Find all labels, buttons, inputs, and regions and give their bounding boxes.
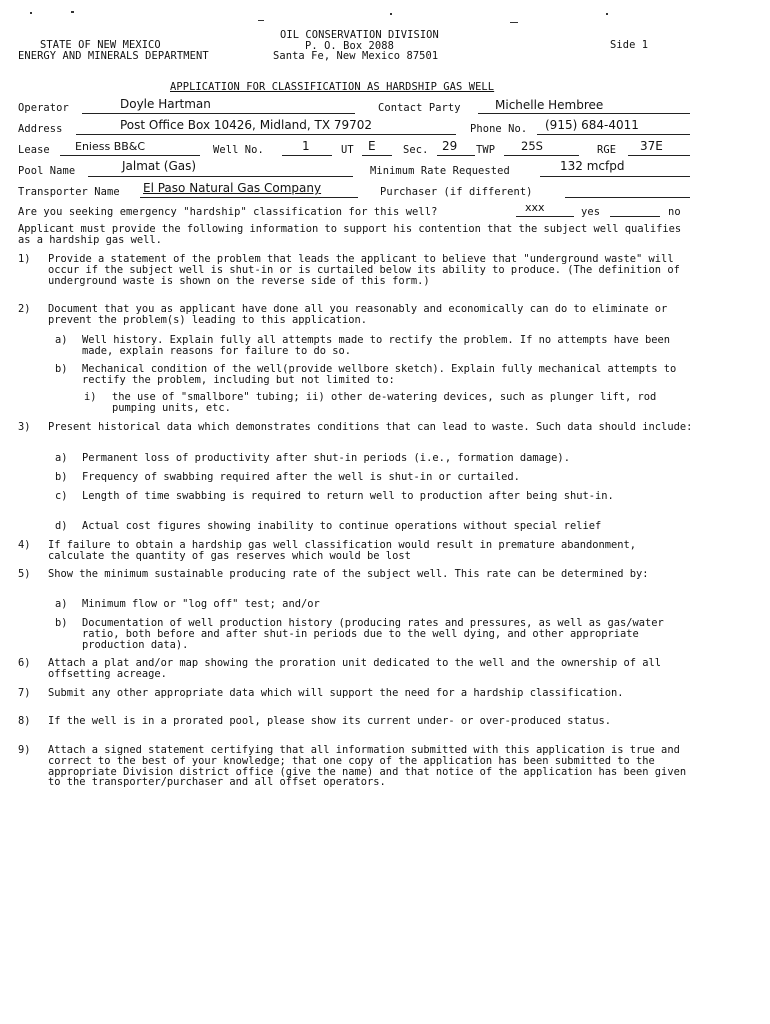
item-9-number: 9) xyxy=(18,744,31,756)
scan-speck xyxy=(30,12,32,14)
item-5b-text: Documentation of well production history (producing rates and pressures, as well as gas/water ratio, both before and after shut-in periods due to the well dying, and other appropriate production data). xyxy=(82,617,664,651)
item-3c-text: Length of time swabbing is required to return well to production after being shut-in. xyxy=(82,490,614,502)
phone-value: (915) 684-4011 xyxy=(545,118,639,132)
sec-label: Sec. xyxy=(403,144,429,156)
item-3d-letter: d) xyxy=(55,520,68,532)
contact-value: Michelle Hembree xyxy=(495,98,604,112)
item-6-text: Attach a plat and/or map showing the proration unit dedicated to the well and the ownership of all offsetting acreage. xyxy=(48,657,662,680)
phone-line xyxy=(537,134,690,135)
lease-label: Lease xyxy=(18,144,50,156)
item-3b-letter: b) xyxy=(55,471,68,483)
twp-label: TWP xyxy=(476,144,496,156)
item-3-text: Present historical data which demonstrates conditions that can lead to waste. Such data should include: xyxy=(48,421,693,433)
item-5b-letter: b) xyxy=(55,617,68,629)
item-2a-text: Well history. Explain fully all attempts made to rectify the problem. If no attempts have been made, explain reasons for failure to do so. xyxy=(82,334,671,357)
scan-speck xyxy=(258,20,264,21)
transporter-line xyxy=(140,197,358,198)
purchaser-line xyxy=(565,197,690,198)
well-no-line xyxy=(282,155,332,156)
item-2-number: 2) xyxy=(18,303,31,315)
address-value: Post Office Box 10426, Midland, TX 79702 xyxy=(120,118,373,132)
item-6-number: 6) xyxy=(18,657,31,669)
emergency-question: Are you seeking emergency "hardship" classification for this well? xyxy=(18,206,438,218)
item-5-number: 5) xyxy=(18,568,31,580)
item-5a-text: Minimum flow or "log off" test; and/or xyxy=(82,598,320,610)
emergency-no-line xyxy=(610,216,660,217)
item-2b-text: Mechanical condition of the well(provide wellbore sketch). Explain fully mechanical attempts to rectify the problem, including but not limited to: xyxy=(82,363,677,386)
rge-line xyxy=(628,155,690,156)
purchaser-label: Purchaser (if different) xyxy=(380,186,533,198)
item-2b-sub-number: i) xyxy=(84,391,97,403)
item-4-text: If failure to obtain a hardship gas well classification would result in premature abandonment, calculate the quantity of gas reserves which would be lost xyxy=(48,539,637,562)
operator-label: Operator xyxy=(18,102,69,114)
ut-label: UT xyxy=(341,144,354,156)
city-line: Santa Fe, New Mexico 87501 xyxy=(273,50,439,62)
well-no-value: 1 xyxy=(302,139,310,153)
scan-speck xyxy=(606,13,608,15)
item-3a-letter: a) xyxy=(55,452,68,464)
item-3b-text: Frequency of swabbing required after the well is shut-in or curtailed. xyxy=(82,471,520,483)
phone-label: Phone No. xyxy=(470,123,528,135)
twp-value: 25S xyxy=(521,139,543,153)
emergency-answer: xxx xyxy=(525,201,545,214)
item-2b-letter: b) xyxy=(55,363,68,375)
operator-value: Doyle Hartman xyxy=(120,97,211,111)
item-8-number: 8) xyxy=(18,715,31,727)
address-line xyxy=(76,134,456,135)
sec-value: 29 xyxy=(442,139,458,153)
transporter-label: Transporter Name xyxy=(18,186,120,198)
division-line: OIL CONSERVATION DIVISION xyxy=(280,29,439,41)
pool-name-line xyxy=(88,176,353,177)
po-box-line: P. O. Box 2088 xyxy=(305,40,394,52)
ut-value: E xyxy=(368,139,376,153)
item-3-number: 3) xyxy=(18,421,31,433)
ut-line xyxy=(362,155,392,156)
min-rate-value: 132 mcfpd xyxy=(560,159,625,173)
emergency-yes-line xyxy=(516,216,574,217)
address-label: Address xyxy=(18,123,63,135)
pool-name-label: Pool Name xyxy=(18,165,76,177)
contact-label: Contact Party xyxy=(378,102,461,114)
page-side-label: Side 1 xyxy=(610,39,649,51)
rge-value: 37E xyxy=(640,139,663,153)
scan-speck xyxy=(71,11,74,13)
twp-line xyxy=(504,155,579,156)
no-label: no xyxy=(668,206,681,218)
item-1-number: 1) xyxy=(18,253,31,265)
item-1-text: Provide a statement of the problem that leads the applicant to believe that "underground waste" will occur if the subject well is shut-in or is curtailed below its ability to produce. (The definition of underground waste is shown on the reverse side of this form.) xyxy=(48,253,680,287)
item-4-number: 4) xyxy=(18,539,31,551)
well-no-label: Well No. xyxy=(213,144,264,156)
item-9-text: Attach a signed statement certifying that all information submitted with this application is true and correct to the best of your knowledge; that one copy of the application has been submitted to the appropriate Division district office (give the name) and that notice of the application has been given to the transporter/purchaser and all offset operators. xyxy=(48,744,687,789)
item-5-text: Show the minimum sustainable producing rate of the subject well. This rate can be determined by: xyxy=(48,568,649,580)
rge-label: RGE xyxy=(597,144,617,156)
item-3d-text: Actual cost figures showing inability to continue operations without special relief xyxy=(82,520,602,532)
lease-line xyxy=(60,155,200,156)
state-line: STATE OF NEW MEXICO xyxy=(40,39,161,51)
item-2b-sub-text: the use of "smallbore" tubing; ii) other de-watering devices, such as plunger lift, rod pumping units, etc. xyxy=(112,391,657,414)
scan-speck xyxy=(390,13,392,15)
pool-name-value: Jalmat (Gas) xyxy=(122,159,197,173)
item-3a-text: Permanent loss of productivity after shut-in periods (i.e., formation damage). xyxy=(82,452,570,464)
intro-paragraph: Applicant must provide the following information to support his contention that the subject well qualifies as a hardship gas well. xyxy=(18,223,682,246)
item-7-text: Submit any other appropriate data which will support the need for a hardship classification. xyxy=(48,687,624,699)
item-2a-letter: a) xyxy=(55,334,68,346)
item-2-text: Document that you as applicant have done all you reasonably and economically can do to eliminate or prevent the problem(s) leading to this application. xyxy=(48,303,668,326)
contact-line xyxy=(478,113,690,114)
item-5a-letter: a) xyxy=(55,598,68,610)
transporter-value: El Paso Natural Gas Company xyxy=(143,181,322,195)
operator-line xyxy=(82,113,355,114)
item-3c-letter: c) xyxy=(55,490,68,502)
sec-line xyxy=(437,155,475,156)
scan-speck xyxy=(510,22,518,23)
form-title: APPLICATION FOR CLASSIFICATION AS HARDSHIP GAS WELL xyxy=(170,81,495,93)
min-rate-line xyxy=(540,176,690,177)
item-7-number: 7) xyxy=(18,687,31,699)
min-rate-label: Minimum Rate Requested xyxy=(370,165,510,177)
yes-label: yes xyxy=(581,206,601,218)
item-8-text: If the well is in a prorated pool, please show its current under- or over-produced status. xyxy=(48,715,612,727)
department-line: ENERGY AND MINERALS DEPARTMENT xyxy=(18,50,209,62)
lease-value: Eniess BB&C xyxy=(75,140,146,153)
